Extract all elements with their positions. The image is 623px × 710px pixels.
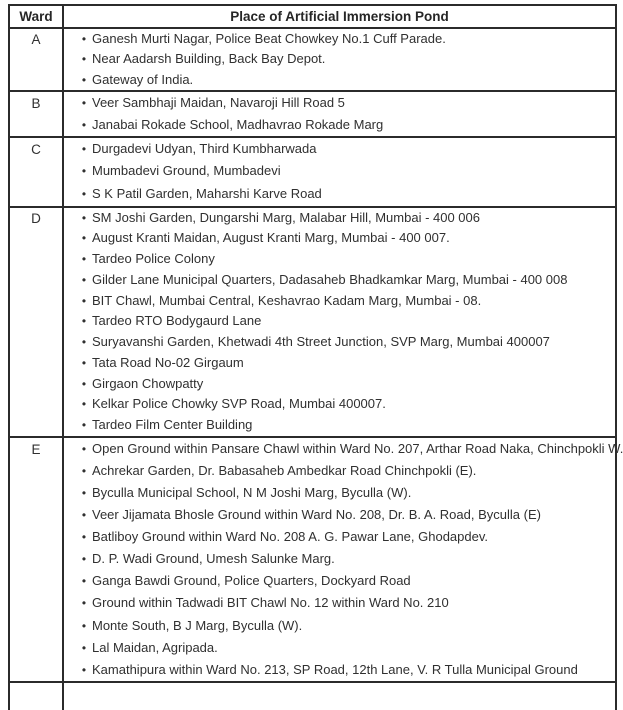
bullet-icon: • bbox=[81, 32, 87, 46]
places-cell bbox=[63, 28, 616, 91]
bullet-icon: • bbox=[81, 272, 87, 287]
bullet-icon: • bbox=[81, 187, 87, 202]
bullet-icon: • bbox=[81, 117, 87, 132]
place-list-item bbox=[64, 29, 615, 49]
place-text: August Kranti Maidan, August Kranti Marg, Mumbai - 400 007. bbox=[92, 230, 450, 246]
table-row bbox=[9, 437, 616, 682]
place-text: Open Ground within Pansare Chawl within Ward No. 207, Arthar Road Naka, Chinchpokli W. bbox=[92, 440, 623, 456]
bullet-icon: • bbox=[81, 485, 87, 500]
place-list-item bbox=[64, 592, 615, 614]
place-text: Lal Maidan, Agripada. bbox=[92, 639, 218, 655]
bullet-icon: • bbox=[81, 508, 87, 523]
bullet-icon: • bbox=[81, 164, 87, 179]
place-list-item bbox=[64, 526, 615, 548]
place-text: Veer Jijamata Bhosle Ground within Ward No. 208, Dr. B. A. Road, Byculla (E) bbox=[92, 507, 541, 523]
place-list-item bbox=[64, 548, 615, 570]
place-list-item bbox=[64, 92, 615, 114]
bullet-icon: • bbox=[81, 95, 87, 110]
places-cell bbox=[63, 207, 616, 437]
place-list-item bbox=[64, 114, 615, 136]
bullet-icon: • bbox=[81, 141, 87, 156]
place-list-item bbox=[64, 70, 615, 90]
place-text: Ganesh Murti Nagar, Police Beat Chowkey No.1 Cuff Parade. bbox=[92, 31, 446, 46]
place-list-item bbox=[64, 291, 615, 312]
table-row-partial bbox=[9, 682, 616, 710]
place-column-header: Place of Artificial Immersion Pond bbox=[63, 5, 616, 28]
place-list-item bbox=[64, 394, 615, 415]
place-text: Kelkar Police Chowky SVP Road, Mumbai 400007. bbox=[92, 396, 386, 412]
place-text: BIT Chawl, Mumbai Central, Keshavrao Kadam Marg, Mumbai - 08. bbox=[92, 292, 482, 308]
bullet-icon: • bbox=[81, 552, 87, 567]
place-text: Janabai Rokade School, Madhavrao Rokade Marg bbox=[92, 116, 384, 132]
place-text: Mumbadevi Ground, Mumbadevi bbox=[92, 163, 281, 179]
bullet-icon: • bbox=[81, 441, 87, 456]
place-list bbox=[64, 438, 623, 681]
place-list bbox=[64, 138, 615, 206]
bullet-icon: • bbox=[81, 596, 87, 611]
place-list-item bbox=[64, 504, 615, 526]
ward-cell: D bbox=[9, 207, 63, 437]
place-text: SM Joshi Garden, Dungarshi Marg, Malabar Hill, Mumbai - 400 006 bbox=[92, 209, 481, 225]
place-text: Gateway of India. bbox=[92, 71, 194, 87]
place-list-item bbox=[64, 332, 615, 353]
bullet-icon: • bbox=[81, 463, 87, 478]
place-list-item bbox=[64, 311, 615, 332]
places-cell bbox=[63, 91, 616, 137]
ward-cell bbox=[9, 682, 63, 710]
places-cell bbox=[63, 137, 616, 207]
bullet-icon: • bbox=[81, 252, 87, 267]
bullet-icon: • bbox=[81, 52, 87, 67]
place-text: Gilder Lane Municipal Quarters, Dadasaheb Bhadkamkar Marg, Mumbai - 400 008 bbox=[92, 271, 568, 287]
place-text: Tardeo RTO Bodygaurd Lane bbox=[92, 313, 262, 329]
table-header-row bbox=[9, 5, 616, 28]
bullet-icon: • bbox=[81, 397, 87, 412]
bullet-icon: • bbox=[81, 418, 87, 433]
bullet-icon: • bbox=[81, 231, 87, 246]
place-text: Monte South, B J Marg, Byculla (W). bbox=[92, 617, 303, 633]
place-list-item bbox=[64, 208, 615, 229]
place-text: Veer Sambhaji Maidan, Navaroji Hill Road 5 bbox=[92, 94, 345, 110]
ward-cell: A bbox=[9, 28, 63, 91]
place-text: Ganga Bawdi Ground, Police Quarters, Dockyard Road bbox=[92, 573, 411, 589]
ward-cell: E bbox=[9, 437, 63, 682]
bullet-icon: • bbox=[81, 293, 87, 308]
place-list-item bbox=[64, 438, 623, 460]
place-text: Batliboy Ground within Ward No. 208 A. G. Pawar Lane, Ghodapdev. bbox=[92, 529, 488, 545]
place-list-item bbox=[64, 637, 615, 659]
place-text: Girgaon Chowpatty bbox=[92, 375, 204, 391]
ward-column-header: Ward bbox=[9, 5, 63, 28]
table-row bbox=[9, 207, 616, 437]
table-row bbox=[9, 91, 616, 137]
table-row bbox=[9, 137, 616, 207]
bullet-icon: • bbox=[81, 376, 87, 391]
bullet-icon: • bbox=[81, 72, 87, 87]
place-list-item bbox=[64, 570, 615, 592]
bullet-icon: • bbox=[81, 210, 87, 225]
place-list-item bbox=[64, 374, 615, 395]
bullet-icon: • bbox=[81, 335, 87, 350]
place-list-item bbox=[64, 249, 615, 270]
table-body bbox=[9, 28, 623, 710]
place-text: Kamathipura within Ward No. 213, SP Road, 12th Lane, V. R Tulla Municipal Ground bbox=[92, 661, 578, 677]
bullet-icon: • bbox=[81, 314, 87, 329]
place-list-item bbox=[64, 482, 615, 504]
bullet-icon: • bbox=[81, 618, 87, 633]
ward-cell: C bbox=[9, 137, 63, 207]
place-list bbox=[64, 29, 615, 90]
place-text: Ground within Tadwadi BIT Chawl No. 12 within Ward No. 210 bbox=[92, 595, 449, 611]
ward-cell: B bbox=[9, 91, 63, 137]
place-list bbox=[64, 92, 615, 136]
places-cell bbox=[63, 437, 623, 682]
place-list-item bbox=[64, 160, 615, 183]
places-cell bbox=[63, 682, 616, 710]
place-text: Durgadevi Udyan, Third Kumbharwada bbox=[92, 140, 317, 156]
bullet-icon: • bbox=[81, 355, 87, 370]
immersion-pond-table bbox=[8, 4, 623, 710]
place-list-item bbox=[64, 353, 615, 374]
place-list-item bbox=[64, 415, 615, 436]
place-list-item bbox=[64, 228, 615, 249]
place-text: S K Patil Garden, Maharshi Karve Road bbox=[92, 186, 322, 202]
place-text: Tata Road No-02 Girgaum bbox=[92, 354, 244, 370]
place-text: Suryavanshi Garden, Khetwadi 4th Street Junction, SVP Marg, Mumbai 400007 bbox=[92, 334, 550, 350]
place-list-item bbox=[64, 460, 615, 482]
place-text: Byculla Municipal School, N M Joshi Marg, Byculla (W). bbox=[92, 484, 412, 500]
place-text: Achrekar Garden, Dr. Babasaheb Ambedkar Road Chinchpokli (E). bbox=[92, 462, 477, 478]
place-list-item bbox=[64, 659, 615, 681]
place-text: Near Aadarsh Building, Back Bay Depot. bbox=[92, 51, 326, 67]
bullet-icon: • bbox=[81, 530, 87, 545]
place-list-item bbox=[64, 270, 615, 291]
place-list-item bbox=[64, 138, 615, 161]
place-list-item bbox=[64, 49, 615, 69]
place-text: Tardeo Police Colony bbox=[92, 251, 215, 267]
bullet-icon: • bbox=[81, 662, 87, 677]
place-text: Tardeo Film Center Building bbox=[92, 417, 253, 433]
table-row bbox=[9, 28, 616, 91]
bullet-icon: • bbox=[81, 640, 87, 655]
bullet-icon: • bbox=[81, 574, 87, 589]
place-list bbox=[64, 208, 615, 436]
place-list-item bbox=[64, 183, 615, 206]
place-list-item bbox=[64, 615, 615, 637]
place-text: D. P. Wadi Ground, Umesh Salunke Marg. bbox=[92, 551, 335, 567]
